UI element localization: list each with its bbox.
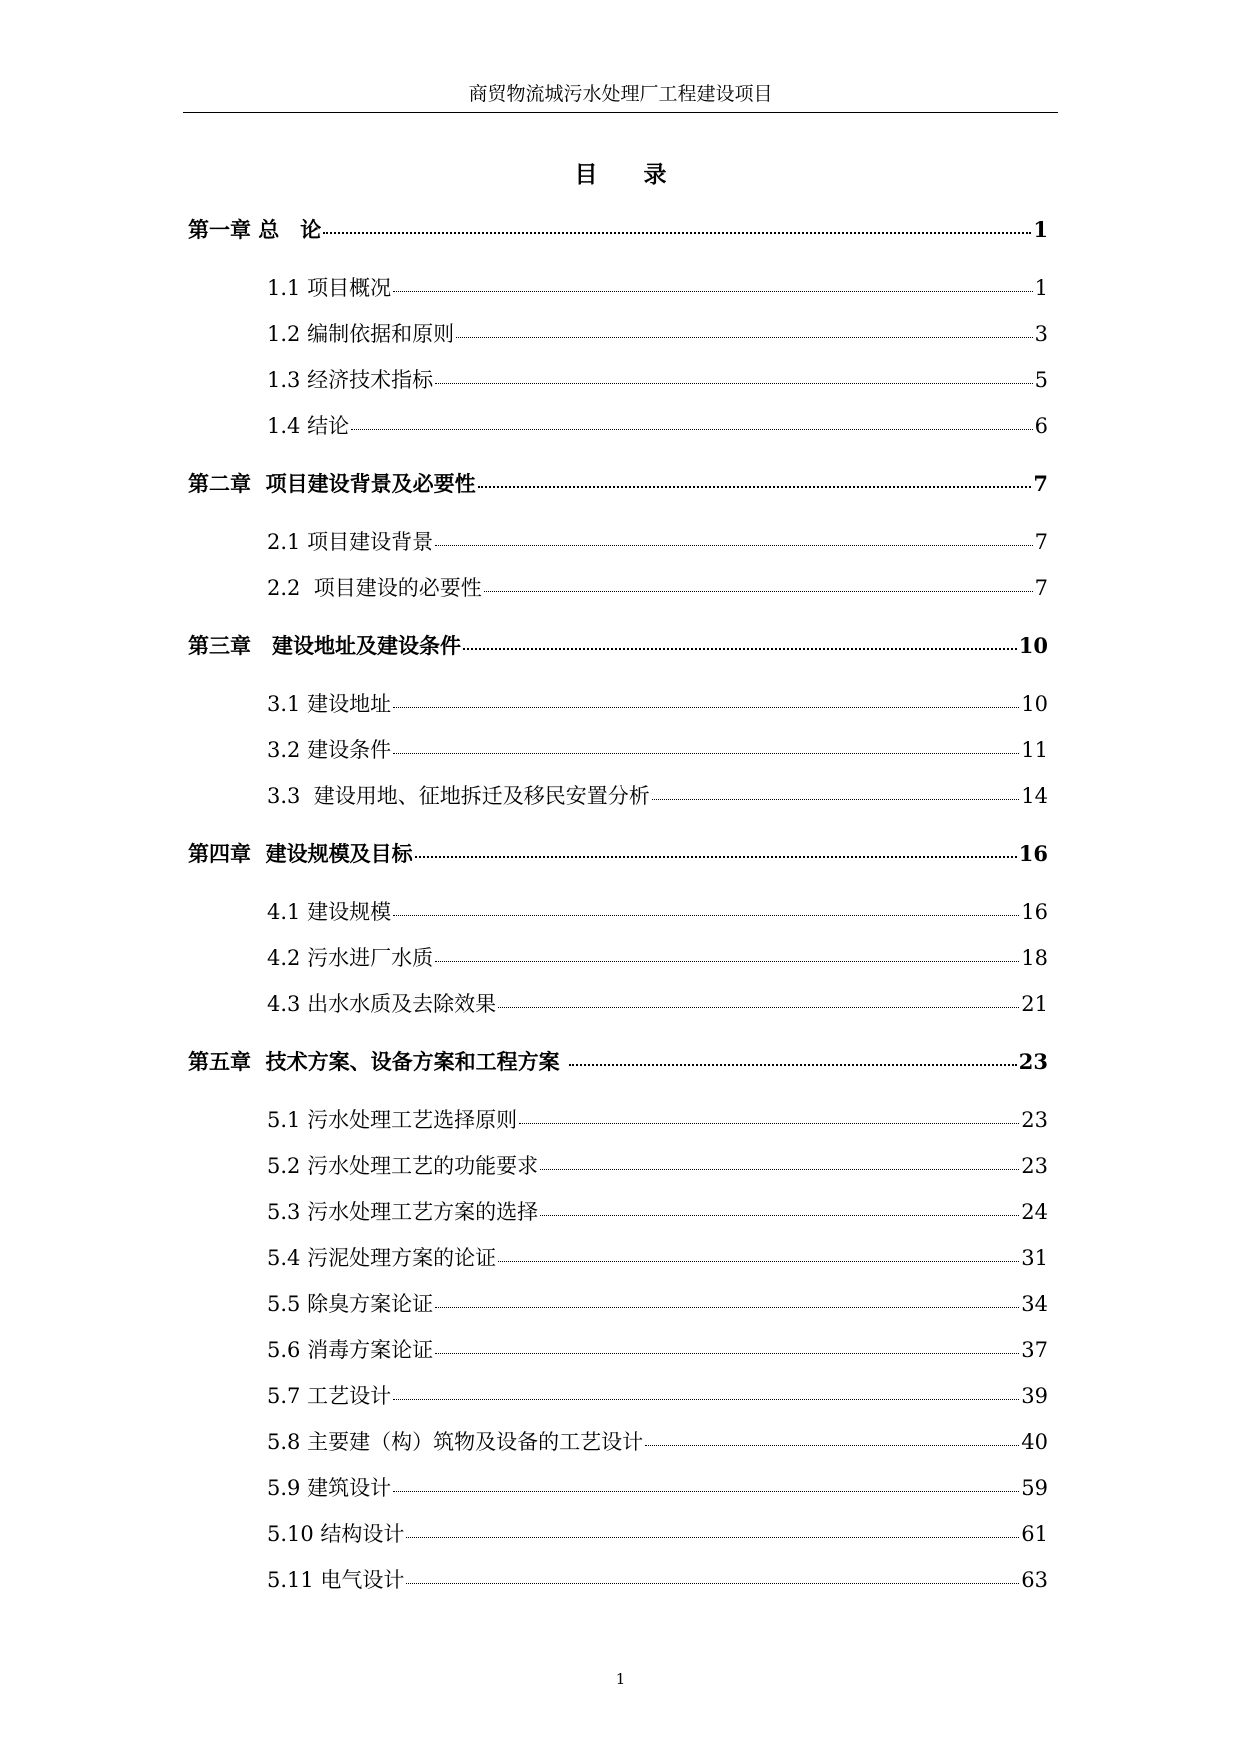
toc-page-number: 40 [1021, 1430, 1048, 1454]
toc-entry-label: 3.2 建设条件 [267, 738, 392, 762]
leader-dots [393, 915, 1019, 916]
toc-entry-label: 4.1 建设规模 [267, 900, 392, 924]
toc-section-3-1[interactable] [267, 688, 1048, 718]
toc-page-number: 10 [1018, 633, 1048, 658]
toc-section-4-1[interactable] [267, 896, 1048, 926]
toc-entry-label: 2.1 项目建设背景 [267, 530, 434, 554]
leader-dots [406, 1583, 1019, 1584]
toc-entry-label: 5.10 结构设计 [267, 1522, 405, 1546]
toc-section-5-11[interactable] [267, 1564, 1048, 1594]
toc-section-5-7[interactable] [267, 1380, 1048, 1410]
toc-page-number: 7 [1034, 576, 1048, 600]
toc-entry-label: 5.3 污水处理工艺方案的选择 [267, 1200, 539, 1224]
toc-entry-label: 5.8 主要建（构）筑物及设备的工艺设计 [267, 1430, 644, 1454]
toc-entry-label: 2.2 项目建设的必要性 [267, 576, 482, 600]
toc-page-number: 23 [1018, 1049, 1048, 1074]
toc-section-1-2[interactable] [267, 318, 1048, 348]
toc-entry-label: 5.4 污泥处理方案的论证 [267, 1246, 497, 1270]
toc-entry-label: 3.1 建设地址 [267, 692, 392, 716]
toc-entry-label: 5.11 电气设计 [267, 1568, 405, 1592]
toc-entry-label: 4.2 污水进厂水质 [267, 946, 434, 970]
toc-section-1-1[interactable] [267, 272, 1048, 302]
toc-section-5-9[interactable] [267, 1472, 1048, 1502]
leader-dots [406, 1537, 1019, 1538]
toc-page-number: 11 [1021, 738, 1048, 762]
toc-section-4-3[interactable] [267, 988, 1048, 1018]
toc-page-number: 18 [1021, 946, 1048, 970]
toc-chapter-5[interactable] [188, 1046, 1048, 1076]
toc-entry-label: 5.1 污水处理工艺选择原则 [267, 1108, 518, 1132]
toc-entry-label: 5.5 除臭方案论证 [267, 1292, 434, 1316]
toc-entry-label: 5.9 建筑设计 [267, 1476, 392, 1500]
toc-page-number: 37 [1021, 1338, 1048, 1362]
toc-section-2-2[interactable] [267, 572, 1048, 602]
toc-section-2-1[interactable] [267, 526, 1048, 556]
leader-dots [478, 486, 1032, 488]
toc-chapter-4[interactable] [188, 838, 1048, 868]
leader-dots [393, 1399, 1019, 1400]
leader-dots [435, 383, 1033, 384]
toc-page-number: 16 [1018, 841, 1048, 866]
leader-dots [323, 232, 1031, 234]
toc-page-number: 59 [1021, 1476, 1048, 1500]
toc-entry-label: 第二章 项目建设背景及必要性 [188, 471, 476, 496]
leader-dots [456, 337, 1033, 338]
toc-section-5-2[interactable] [267, 1150, 1048, 1180]
toc-section-3-3[interactable] [267, 780, 1048, 810]
toc-page-number: 61 [1021, 1522, 1048, 1546]
leader-dots [415, 856, 1017, 858]
toc-page-number: 3 [1034, 322, 1048, 346]
header-rule [183, 112, 1058, 113]
leader-dots [652, 799, 1020, 800]
toc-page-number: 1 [1034, 276, 1048, 300]
toc-page-number: 1 [1033, 217, 1048, 242]
toc-page-number: 31 [1021, 1246, 1048, 1270]
toc-entry-label: 1.2 编制依据和原则 [267, 322, 455, 346]
leader-dots [498, 1261, 1019, 1262]
toc-page-number: 39 [1021, 1384, 1048, 1408]
toc-page-number: 10 [1021, 692, 1048, 716]
running-header: 商贸物流城污水处理厂工程建设项目 [468, 83, 773, 105]
toc-page-number: 7 [1034, 530, 1048, 554]
leader-dots [435, 1353, 1019, 1354]
leader-dots [393, 707, 1019, 708]
toc-entry-label: 5.6 消毒方案论证 [267, 1338, 434, 1362]
leader-dots [435, 961, 1019, 962]
toc-page-number: 7 [1033, 471, 1048, 496]
toc-chapter-3[interactable] [188, 630, 1048, 660]
toc-entry-label: 4.3 出水水质及去除效果 [267, 992, 497, 1016]
toc-page-number: 24 [1021, 1200, 1048, 1224]
toc-page-number: 23 [1021, 1154, 1048, 1178]
leader-dots [519, 1123, 1019, 1124]
toc-page-number: 23 [1021, 1108, 1048, 1132]
toc-page-number: 5 [1034, 368, 1048, 392]
toc-section-5-6[interactable] [267, 1334, 1048, 1364]
leader-dots [351, 429, 1033, 430]
toc-entry-label: 1.4 结论 [267, 414, 350, 438]
toc-chapter-1[interactable] [188, 214, 1048, 244]
toc-section-1-3[interactable] [267, 364, 1048, 394]
leader-dots [569, 1064, 1017, 1066]
toc-section-5-8[interactable] [267, 1426, 1048, 1456]
page-number: 1 [615, 1670, 626, 1688]
toc-entry-label: 第三章 建设地址及建设条件 [188, 633, 461, 658]
toc-entry-label: 第五章 技术方案、设备方案和工程方案 [188, 1049, 567, 1074]
toc-entry-label: 1.3 经济技术指标 [267, 368, 434, 392]
toc-section-5-10[interactable] [267, 1518, 1048, 1548]
toc-section-3-2[interactable] [267, 734, 1048, 764]
toc-page-number: 14 [1021, 784, 1048, 808]
toc-entry-label: 5.7 工艺设计 [267, 1384, 392, 1408]
leader-dots [498, 1007, 1019, 1008]
toc-entry-label: 1.1 项目概况 [267, 276, 392, 300]
leader-dots [540, 1215, 1019, 1216]
toc-section-5-1[interactable] [267, 1104, 1048, 1134]
leader-dots [435, 1307, 1019, 1308]
leader-dots [484, 591, 1033, 592]
toc-section-5-3[interactable] [267, 1196, 1048, 1226]
toc-section-1-4[interactable] [267, 410, 1048, 440]
toc-page-number: 6 [1034, 414, 1048, 438]
toc-chapter-2[interactable] [188, 468, 1048, 498]
toc-page-number: 16 [1021, 900, 1048, 924]
leader-dots [435, 545, 1033, 546]
leader-dots [463, 648, 1017, 650]
leader-dots [393, 1491, 1019, 1492]
toc-entry-label: 第四章 建设规模及目标 [188, 841, 413, 866]
leader-dots [540, 1169, 1019, 1170]
toc-entry-label: 3.3 建设用地、征地拆迁及移民安置分析 [267, 784, 650, 808]
leader-dots [645, 1445, 1019, 1446]
toc-section-4-2[interactable] [267, 942, 1048, 972]
toc-title: 目 录 [574, 161, 667, 188]
leader-dots [393, 291, 1033, 292]
leader-dots [393, 753, 1019, 754]
toc-entry-label: 5.2 污水处理工艺的功能要求 [267, 1154, 539, 1178]
toc-page-number: 63 [1021, 1568, 1048, 1592]
toc-section-5-4[interactable] [267, 1242, 1048, 1272]
toc-entry-label: 第一章 总 论 [188, 217, 322, 242]
toc-section-5-5[interactable] [267, 1288, 1048, 1318]
toc-page-number: 34 [1021, 1292, 1048, 1316]
toc-page-number: 21 [1021, 992, 1048, 1016]
